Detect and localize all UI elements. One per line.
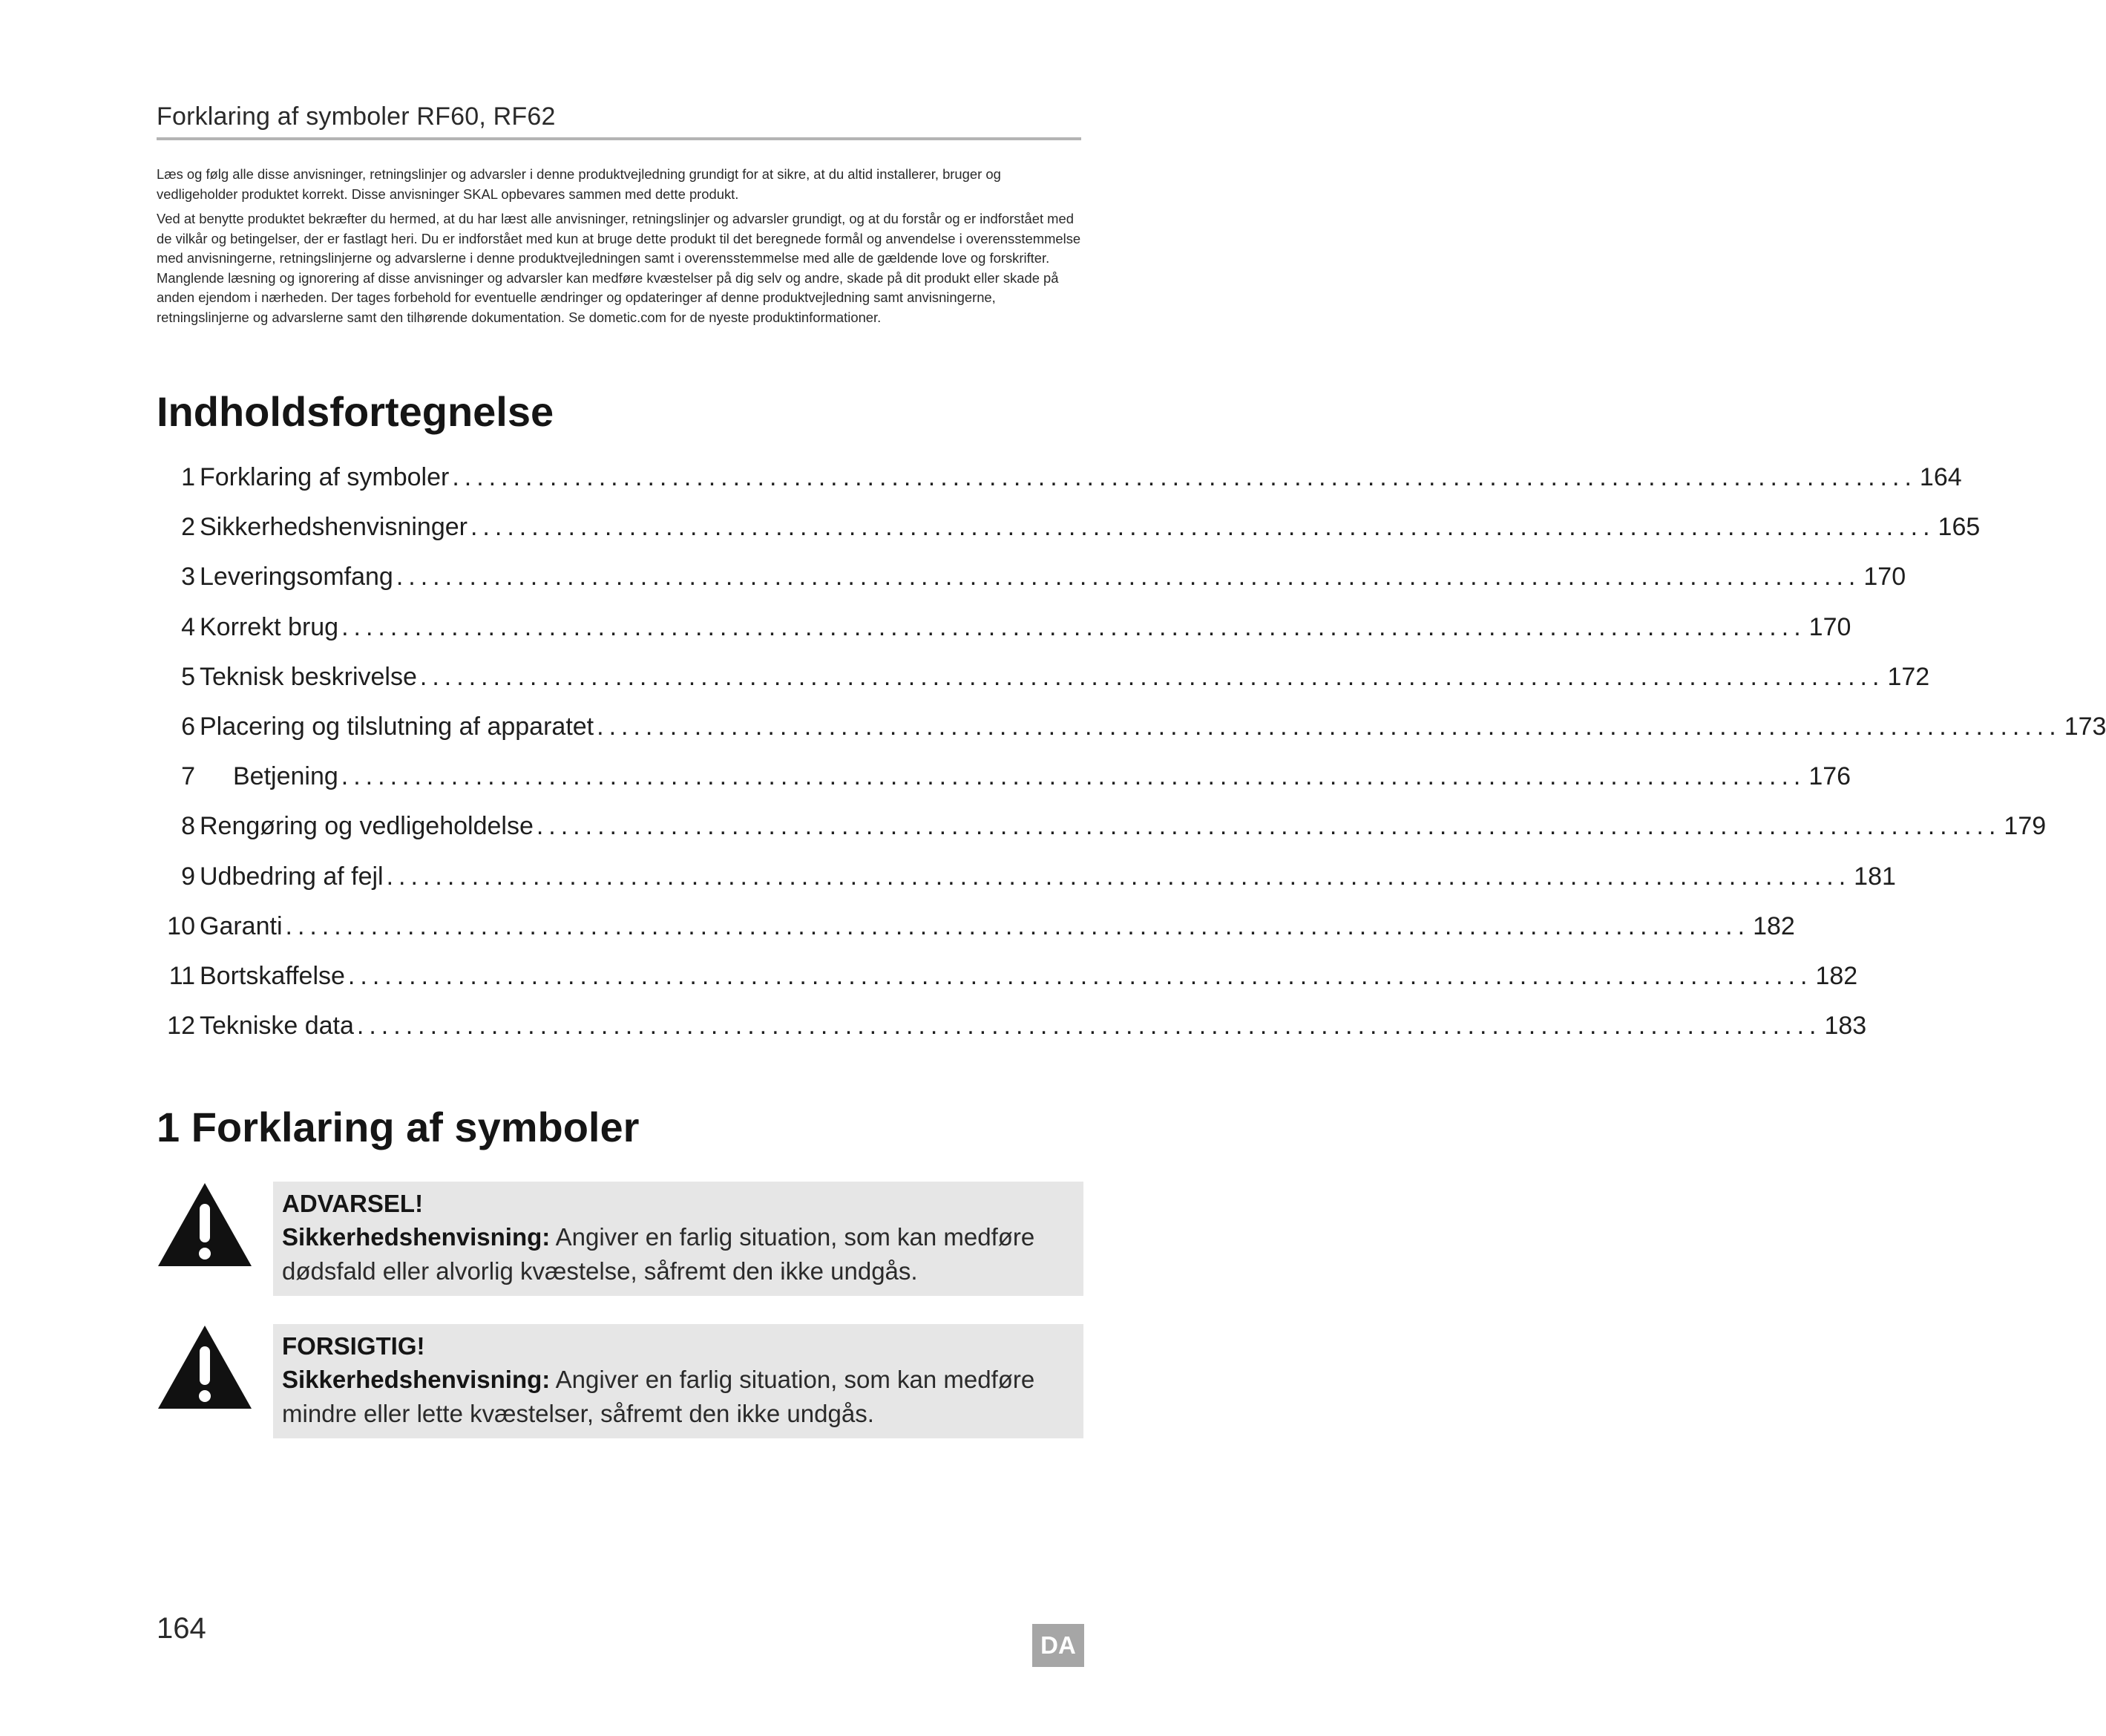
header-divider [157, 137, 1081, 140]
toc-leader-dots: ........................................................................................................................ [470, 513, 1935, 542]
toc-entry-label: Leveringsomfang [200, 563, 393, 592]
toc-entry-number: 3 [181, 563, 195, 592]
toc-leader-dots: ........................................................................................................................ [452, 463, 1917, 491]
toc-entry-number: 2 [181, 513, 195, 542]
toc-leader-dots: ........................................................................................................................ [347, 961, 1813, 990]
toc-heading: Indholdsfortegnelse [157, 388, 554, 435]
warning-triangle-icon [157, 1324, 253, 1410]
toc-entry-label: Placering og tilslutning af apparatet [200, 712, 594, 741]
running-header-title: Forklaring af symboler RF60, RF62 [157, 102, 556, 131]
toc-entry-number: 4 [181, 612, 195, 641]
toc-entry-number: 8 [181, 812, 195, 841]
notice-body-text: Angiver en farlig situation, som kan medføre dødsfald eller alvorlig kvæstelse, såfremt den ikke undgås. [282, 1223, 1035, 1285]
warning-notice [273, 1182, 1083, 1296]
toc-leader-dots: ........................................................................................................................ [396, 563, 1861, 592]
section-1-heading: 1 Forklaring af symboler [157, 1104, 640, 1150]
toc-entry-label: Bortskaffelse [200, 961, 345, 990]
toc-entry[interactable] [157, 552, 1906, 602]
toc-entry[interactable] [157, 652, 1930, 702]
toc-entry-page: 183 [1824, 1012, 1867, 1041]
toc-entry-label: Korrekt brug [200, 612, 339, 641]
notice-title: FORSIGTIG! [282, 1332, 425, 1360]
toc-entry[interactable] [157, 603, 1851, 652]
toc-entry-page: 165 [1938, 513, 1981, 542]
toc-leader-dots: ........................................................................................................................ [341, 612, 1806, 641]
toc-entry-number: 1 [181, 463, 195, 491]
toc-leader-dots: ........................................................................................................................ [341, 762, 1806, 791]
warning-triangle-icon [157, 1182, 253, 1268]
toc-entry-page: 170 [1808, 612, 1851, 641]
toc-entry[interactable] [157, 902, 1795, 951]
caution-notice [273, 1324, 1083, 1438]
toc-entry-number: 10 [167, 911, 195, 940]
toc-entry[interactable] [157, 702, 2106, 752]
toc-entry-label: Udbedring af fejl [200, 862, 384, 891]
notice-body-text: Angiver en farlig situation, som kan medføre mindre eller lette kvæstelser, såfremt den ikke undgås. [282, 1366, 1035, 1427]
toc-leader-dots: ........................................................................................................................ [419, 662, 1885, 691]
toc-entry-number: 9 [181, 862, 195, 891]
toc-leader-dots: ........................................................................................................................ [597, 712, 2061, 741]
notice-title: ADVARSEL! [282, 1190, 424, 1217]
toc-entry-label: Forklaring af symboler [200, 463, 450, 491]
toc-entry-number: 12 [167, 1012, 195, 1041]
toc-entry-page: 173 [2064, 712, 2106, 741]
toc-entry-number: 11 [168, 961, 195, 990]
notice-body [282, 1220, 1073, 1288]
toc-entry[interactable] [157, 951, 1858, 1001]
toc-entry[interactable] [157, 453, 1962, 502]
intro-paragraph-1: Læs og følg alle disse anvisninger, retningslinjer og advarsler i denne produktvejledning grundigt for at sikre, at du altid installerer, bruger og vedligeholder produktet korrekt. Disse anvisninger SKAL opbevares sammen med dette produkt. [157, 166, 1001, 202]
toc-entry-page: 176 [1808, 762, 1851, 791]
toc-leader-dots: ........................................................................................................................ [285, 911, 1751, 940]
toc-entry-number: 5 [181, 662, 195, 691]
toc-leader-dots: ........................................................................................................................ [356, 1012, 1822, 1041]
toc-entry-page: 182 [1753, 911, 1795, 940]
toc-leader-dots: ........................................................................................................................ [386, 862, 1851, 891]
toc-entry-number: 6 [181, 712, 195, 741]
toc-entry-label: Rengøring og vedligeholdelse [200, 812, 534, 841]
toc-entry-page: 181 [1854, 862, 1896, 891]
toc-entry-number: 7 [181, 762, 195, 791]
toc-entry[interactable] [157, 852, 1896, 902]
notice-body-label: Sikkerhedshenvisning: [282, 1366, 551, 1393]
toc-entry[interactable] [157, 802, 2047, 851]
intro-paragraph-2: Ved at benytte produktet bekræfter du hermed, at du har læst alle anvisninger, retningslinjer og advarsler grundigt, og at du forstår og er indforstået med de vilkår og betingelser, der er fastlagt heri. Du er indforstået med kun at bruge dette produkt til det beregnede formål og anvendelse i overensstemmelse med anvisningerne, retningslinjerne og advarslerne i denne produktvejledningen samt i overensstemmelse med alle de gældende love og forskrifter. Manglende læsning og ignorering af disse anvisninger og advarsler kan medføre kvæstelser på dig selv og andre, skade på dit produkt eller skade på anden ejendom i nærheden. Der tages forbehold for eventuelle ændringer og opdateringer af denne produktvejledning samt anvisningerne, retningslinjerne og advarslerne samt den tilhørende dokumentation. Se dometic.com for de nyeste produktinformationer. [157, 211, 1081, 325]
notice-body [282, 1363, 1073, 1431]
table-of-contents [157, 453, 2106, 1051]
toc-entry-label: Betjening [233, 762, 338, 791]
toc-entry-page: 179 [2004, 812, 2047, 841]
toc-entry[interactable] [157, 1001, 1867, 1051]
toc-entry-page: 172 [1887, 662, 1930, 691]
toc-entry[interactable] [157, 752, 1851, 802]
toc-entry-page: 170 [1863, 563, 1906, 592]
toc-leader-dots: ........................................................................................................................ [536, 812, 2001, 841]
toc-entry-page: 164 [1919, 463, 1962, 491]
page-number: 164 [157, 1612, 206, 1645]
notice-body-label: Sikkerhedshenvisning: [282, 1223, 551, 1251]
toc-entry-label: Tekniske data [200, 1012, 354, 1041]
language-badge: DA [1032, 1624, 1084, 1667]
toc-entry-label: Sikkerhedshenvisninger [200, 513, 468, 542]
toc-entry-label: Teknisk beskrivelse [200, 662, 417, 691]
toc-entry-page: 182 [1815, 961, 1858, 990]
toc-entry-label: Garanti [200, 911, 283, 940]
toc-entry[interactable] [157, 502, 1981, 552]
